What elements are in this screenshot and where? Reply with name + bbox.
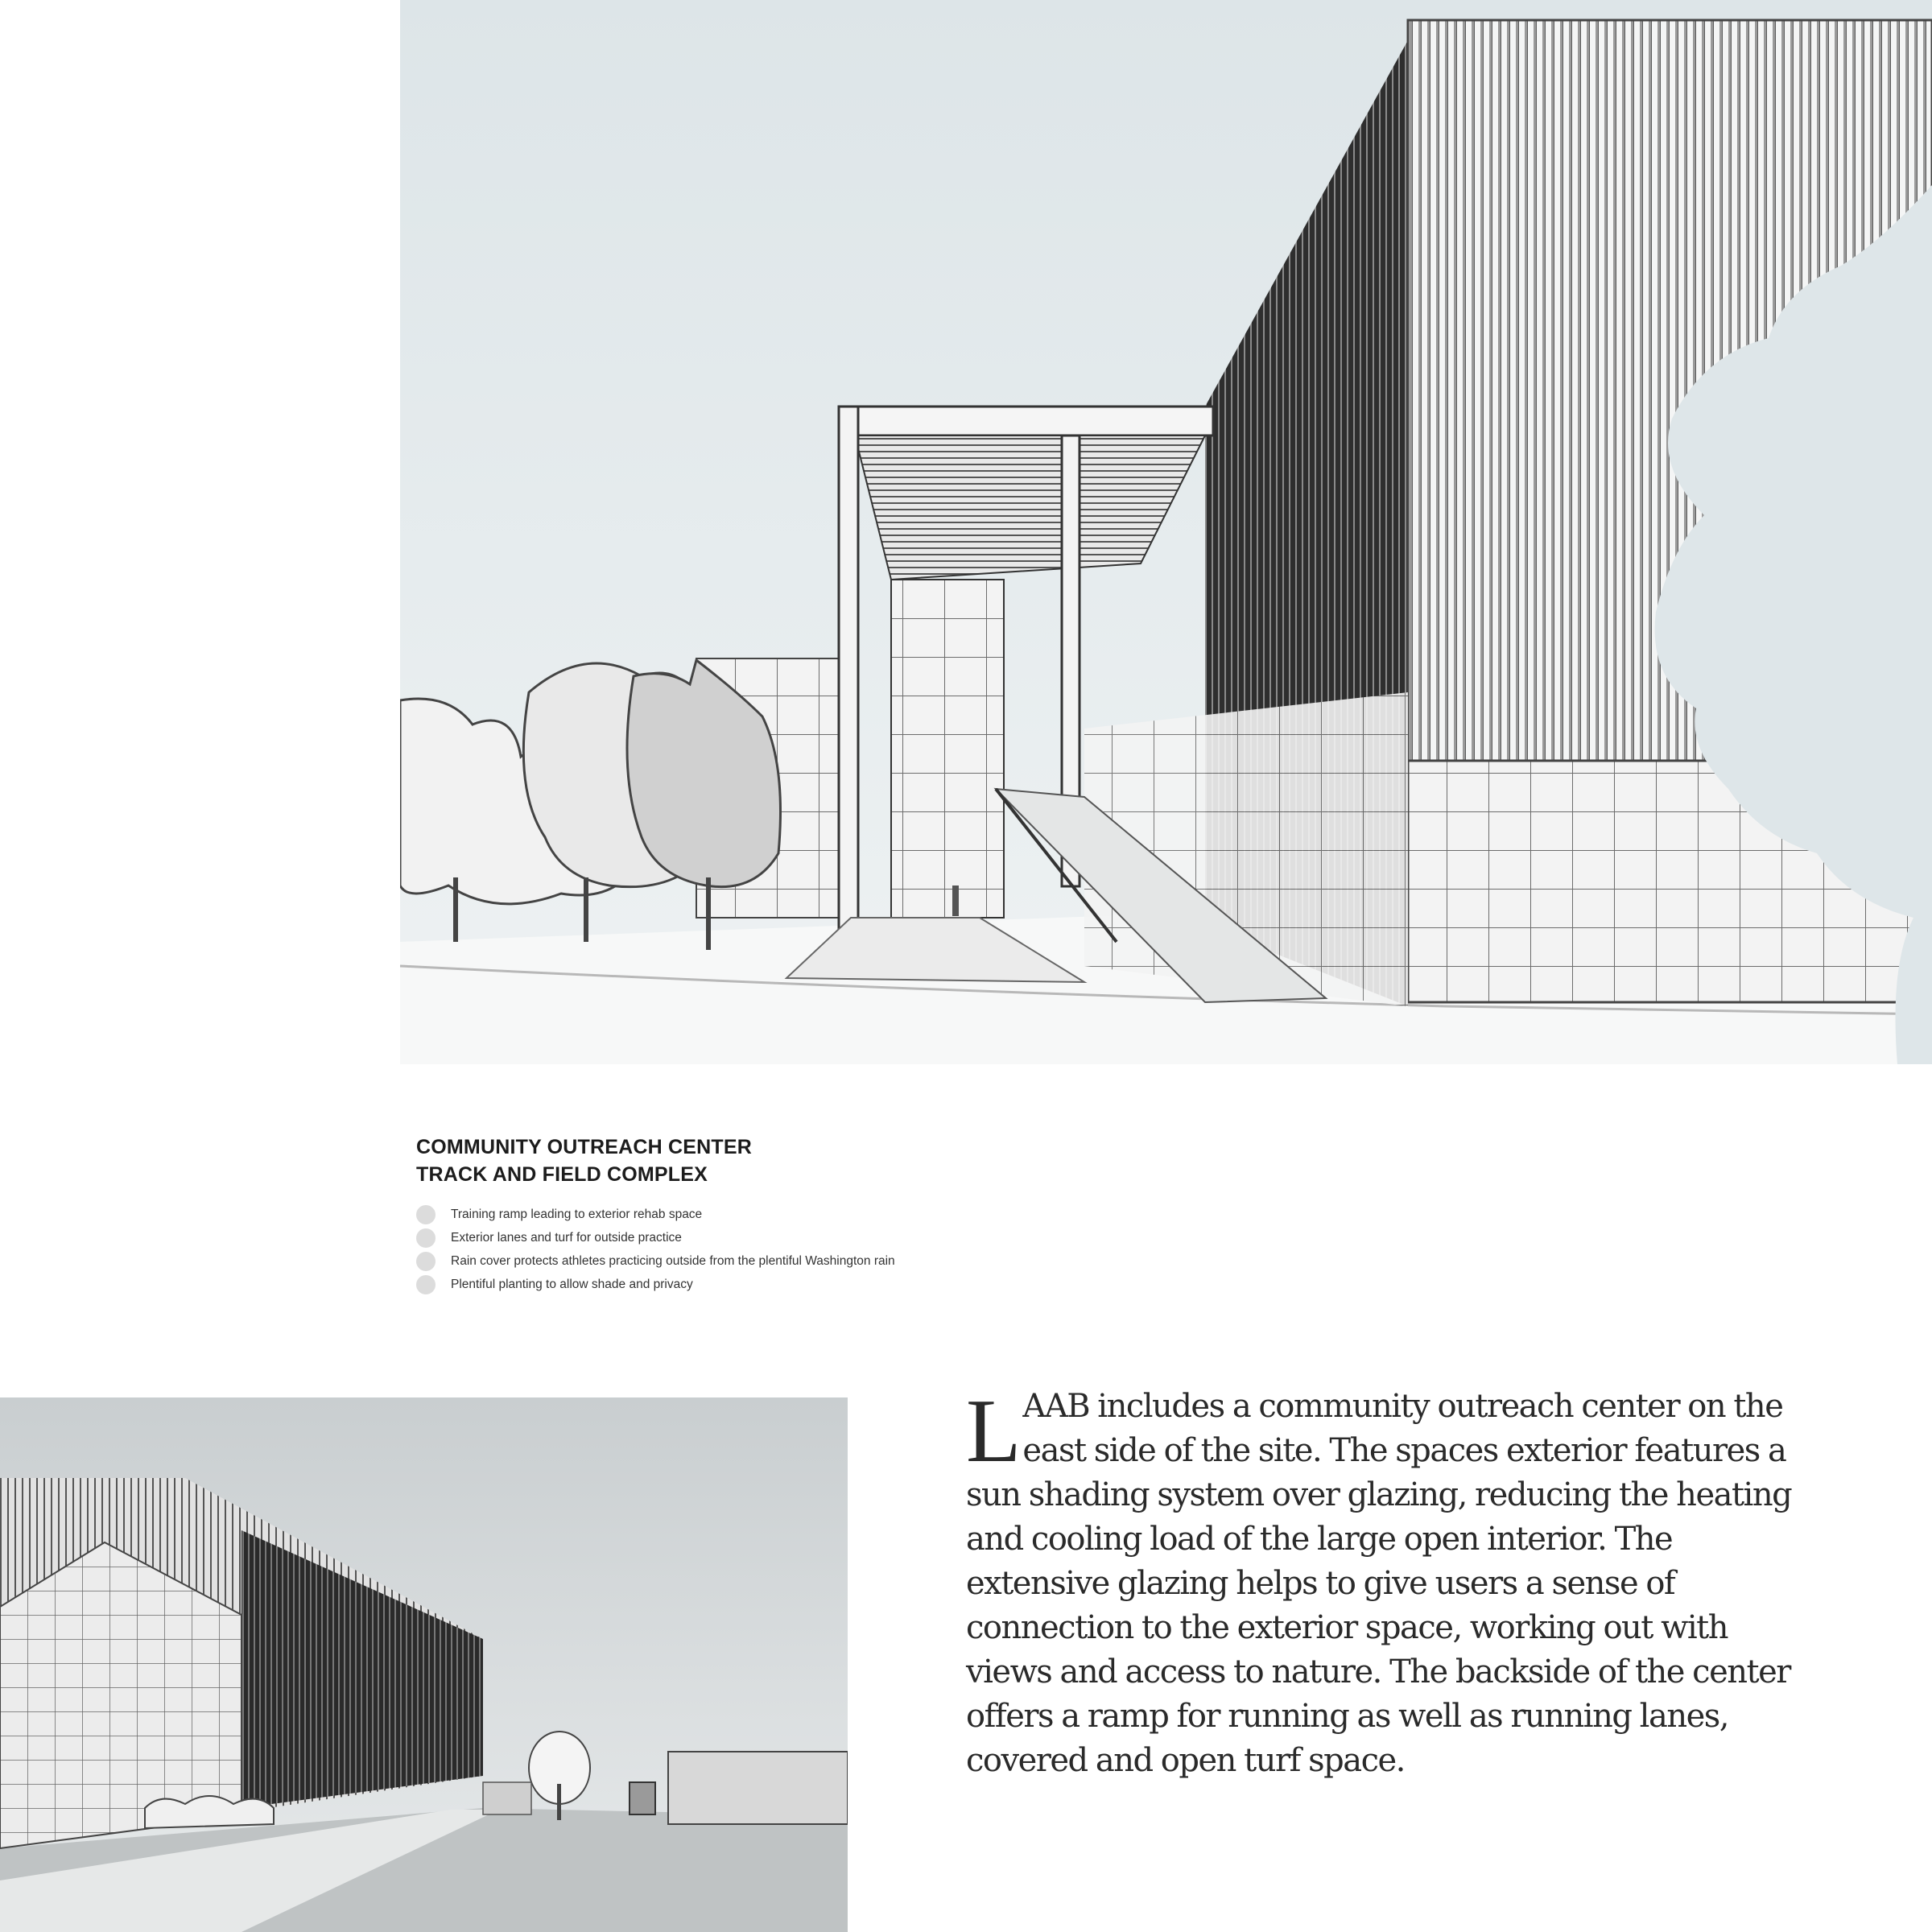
track-complex-rendering (400, 0, 1932, 1064)
drop-cap: L (966, 1381, 1022, 1481)
caption-title-line-1: COMMUNITY OUTREACH CENTER (416, 1136, 753, 1158)
bullet-dot-icon (416, 1228, 436, 1248)
article-body (966, 1381, 1815, 1783)
feature-item (416, 1203, 1141, 1226)
bullet-dot-icon (416, 1252, 436, 1271)
feature-text: Exterior lanes and turf for outside practice (451, 1230, 682, 1245)
bullet-dot-icon (416, 1275, 436, 1294)
article-body-text: AAB includes a community outreach center on the east side of the site. The spaces exterior features a sun shading system over glazing, reducing the heating and cooling load of the large open interior. The extensive glazing helps to give users a sense of connection to the exterior space, working out with views and access to nature. The backside of the center offers a ramp for running as well as running lanes, covered and open turf space. (966, 1388, 1792, 1779)
feature-item (416, 1249, 1141, 1273)
feature-item (416, 1273, 1141, 1296)
bullet-dot-icon (416, 1205, 436, 1224)
street-view-rendering (0, 1397, 848, 1932)
caption-title-line-2: TRACK AND FIELD COMPLEX (416, 1163, 708, 1186)
feature-item (416, 1226, 1141, 1249)
feature-text: Rain cover protects athletes practicing outside from the plentiful Washington rain (451, 1253, 895, 1268)
feature-text: Training ramp leading to exterior rehab space (451, 1207, 703, 1221)
feature-list (416, 1203, 1141, 1296)
rendering-caption (416, 1133, 1141, 1296)
feature-text: Plentiful planting to allow shade and privacy (451, 1277, 693, 1291)
